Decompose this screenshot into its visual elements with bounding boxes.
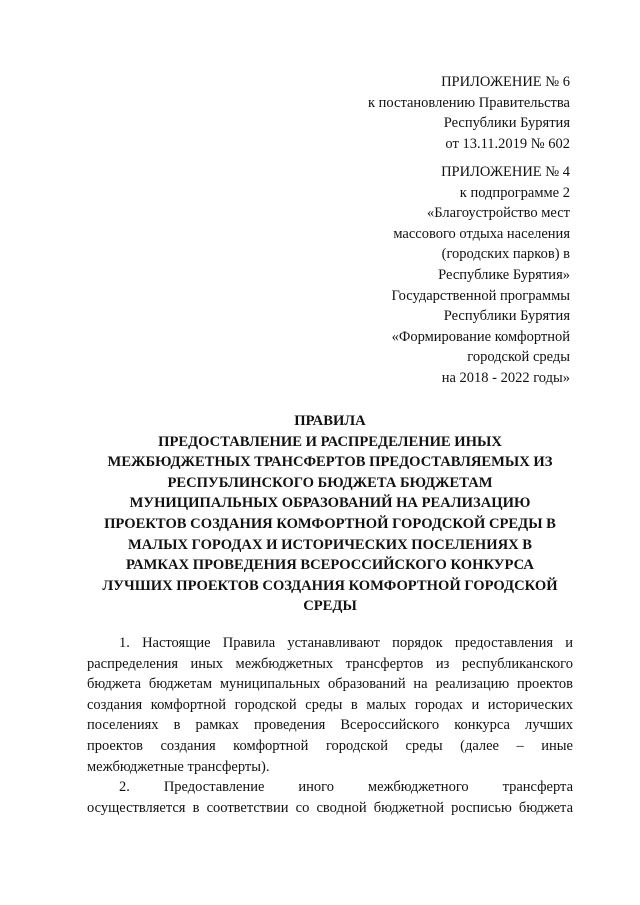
appendix-line: Государственной программы: [391, 287, 570, 304]
paragraph-line: бюджета бюджетам муниципальных образований на реализацию проектов: [87, 676, 573, 693]
title-line: РАМКАХ ПРОВЕДЕНИЯ ВСЕРОССИЙСКОГО КОНКУРСА: [126, 557, 534, 574]
paragraph-line: 2. Предоставление иного межбюджетного трансферта: [119, 779, 573, 795]
paragraph-line: распределения иных межбюджетных трансфертов из республиканского: [87, 655, 573, 672]
title-line: ПРОЕКТОВ СОЗДАНИЯ КОМФОРТНОЙ ГОРОДСКОЙ СРЕДЫ В: [104, 515, 556, 532]
appendix-line: «Благоустройство мест: [427, 205, 570, 222]
paragraph-line: межбюджетные трансферты).: [87, 758, 270, 775]
appendix-line: к постановлению Правительства: [368, 94, 570, 111]
paragraph-line: создания комфортной городской среды в малых городах и исторических: [87, 696, 573, 713]
appendix-line: Республики Бурятия: [443, 308, 570, 325]
paragraph-line: осуществляется в соответствии со сводной бюджетной росписью бюджета: [87, 799, 573, 816]
title-line: РЕСПУБЛИНСКОГО БЮДЖЕТА БЮДЖЕТАМ: [167, 474, 493, 491]
paragraph-1: [87, 633, 573, 777]
paragraph-line: 1. Настоящие Правила устанавливают порядок предоставления и: [119, 635, 573, 651]
title-line: МАЛЫХ ГОРОДАХ И ИСТОРИЧЕСКИХ ПОСЕЛЕНИЯХ В: [127, 536, 533, 553]
appendix-line: (городских парков) в: [441, 246, 570, 263]
appendix-line: массового отдыха населения: [393, 225, 570, 242]
appendix-line: к подпрограмме 2: [459, 184, 570, 201]
paragraph-line: поселениях в рамках проведения Всероссийского конкурса лучших: [87, 717, 573, 734]
document-title: [80, 411, 580, 617]
paragraph-2: [87, 777, 573, 818]
appendix-line: от 13.11.2019 № 602: [445, 135, 570, 152]
paragraph-line: проектов создания комфортной городской среды (далее – иные: [87, 737, 573, 754]
appendix-line: «Формирование комфортной: [391, 328, 570, 345]
title-line: ПРАВИЛА: [294, 413, 366, 429]
title-line: МЕЖБЮДЖЕТНЫХ ТРАНСФЕРТОВ ПРЕДОСТАВЛЯЕМЫХ ИЗ: [107, 454, 553, 471]
appendix-line: ПРИЛОЖЕНИЕ № 4: [441, 164, 570, 180]
appendix-line: на 2018 - 2022 годы»: [441, 369, 570, 386]
title-line: СРЕДЫ: [303, 598, 357, 615]
title-line: ПРЕДОСТАВЛЕНИЕ И РАСПРЕДЕЛЕНИЕ ИНЫХ: [158, 433, 502, 450]
title-line: ЛУЧШИХ ПРОЕКТОВ СОЗДАНИЯ КОМФОРТНОЙ ГОРОДСКОЙ: [102, 577, 558, 594]
appendix-line: Республики Бурятия: [443, 115, 570, 132]
appendix-line: ПРИЛОЖЕНИЕ № 6: [441, 74, 570, 90]
appendix-line: городской среды: [467, 349, 570, 366]
title-line: МУНИЦИПАЛЬНЫХ ОБРАЗОВАНИЙ НА РЕАЛИЗАЦИЮ: [129, 495, 531, 512]
appendix-6-header: [368, 72, 570, 154]
appendix-line: Республике Бурятия»: [438, 266, 570, 283]
appendix-4-header: [392, 162, 570, 389]
